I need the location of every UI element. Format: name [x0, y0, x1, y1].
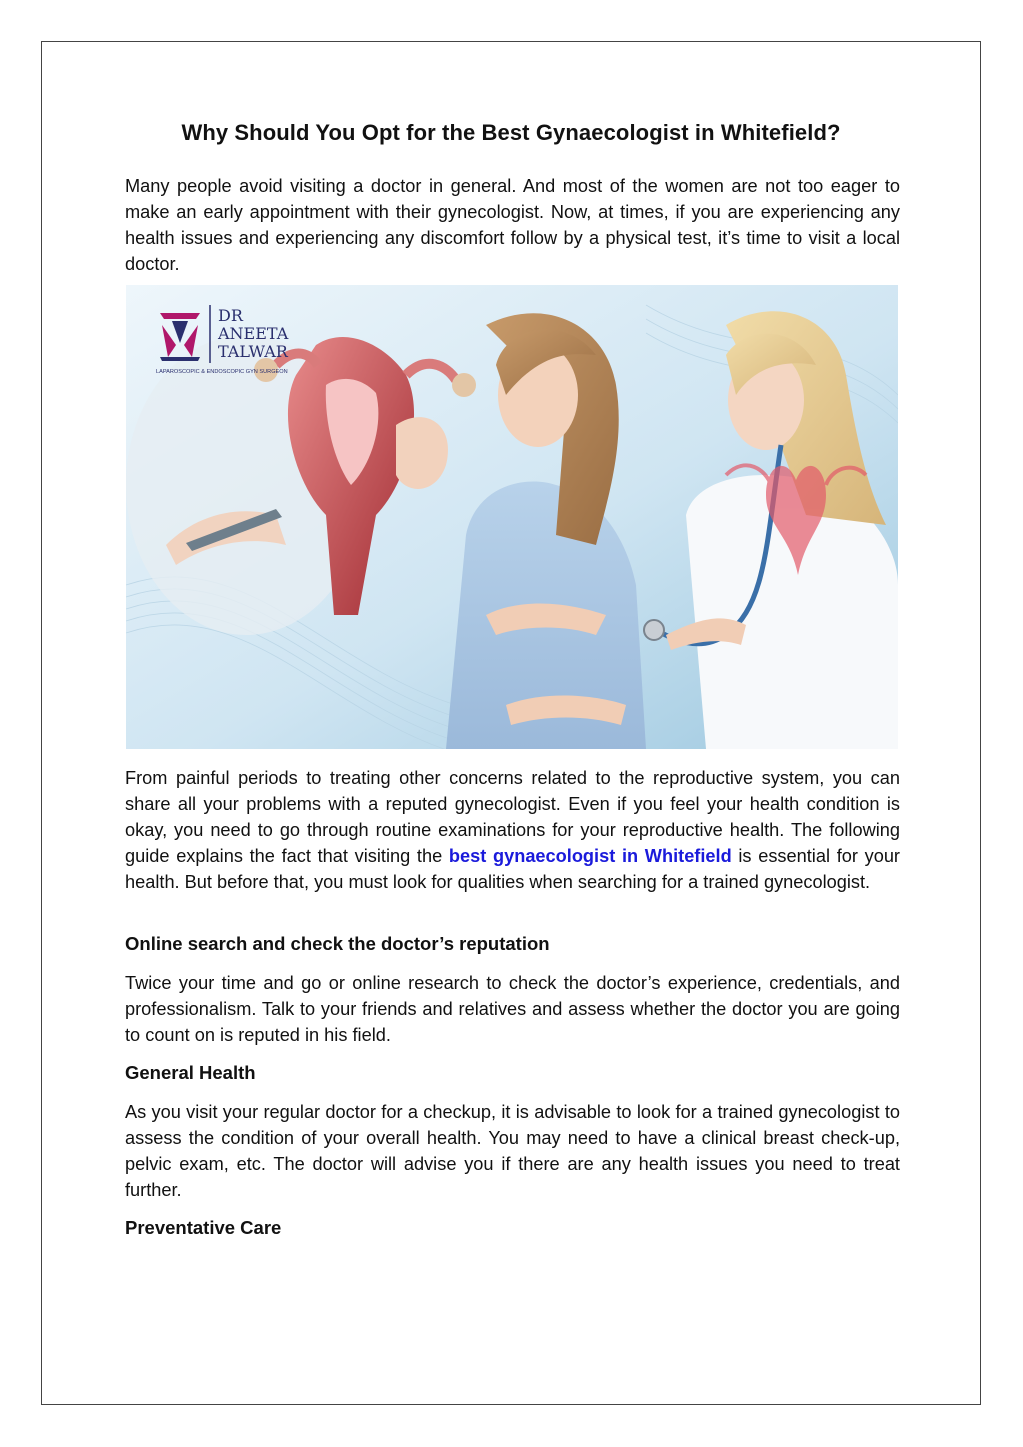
- section-heading-preventative-care: Preventative Care: [125, 1217, 282, 1238]
- logo-tagline: LAPAROSCOPIC & ENDOSCOPIC GYN SURGEON: [156, 369, 288, 375]
- guide-text-before: From painful periods to treating other concerns related to the reproductive system, you can share all your problems with a reputed gynecologist. Even if you feel your health condition is okay, you need to go through routine examinations for your reproductive health. The following guide explains the fact that visiting the: [125, 768, 900, 866]
- section-heading-reputation: Online search and check the doctor’s reputation: [125, 933, 550, 954]
- guide-paragraph: [125, 765, 900, 895]
- section-body-reputation: Twice your time and go or online research to check the doctor’s experience, credentials, and professionalism. Talk to your friends and relatives and assess whether the doctor you are going to count on is reputed in his field.: [125, 973, 900, 1045]
- section-heading-general-health: General Health: [125, 1062, 256, 1083]
- logo-line-3: TALWAR: [218, 342, 288, 361]
- intro-paragraph: Many people avoid visiting a doctor in general. And most of the women are not too eager to make an early appointment with their gynecologist. Now, at times, if you are experiencing any health issues and experiencing any discomfort follow by a physical test, it’s time to visit a local doctor.: [125, 176, 900, 274]
- section-body-general-health: As you visit your regular doctor for a checkup, it is advisable to look for a trained gynecologist to assess the condition of your overall health. You may need to have a clinical breast check-up, pelvic exam, etc. The doctor will advise you if there are any health issues you need to treat further.: [125, 1102, 900, 1200]
- guide-text-after: is essential for your health. But before that, you must look for qualities when searching for a trained gynecologist.: [125, 846, 900, 892]
- stethoscope-icon: [644, 620, 664, 640]
- best-gynaecologist-link[interactable]: best gynaecologist in Whitefield: [448, 846, 732, 866]
- page-title: Why Should You Opt for the Best Gynaecologist in Whitefield?: [181, 120, 841, 145]
- document-page: [41, 41, 981, 1405]
- gynecologist-consultation-illustration: [126, 285, 898, 749]
- logo-line-2: ANEETA: [218, 324, 289, 343]
- logo-line-1: DR: [218, 306, 243, 325]
- hero-image: [126, 285, 898, 749]
